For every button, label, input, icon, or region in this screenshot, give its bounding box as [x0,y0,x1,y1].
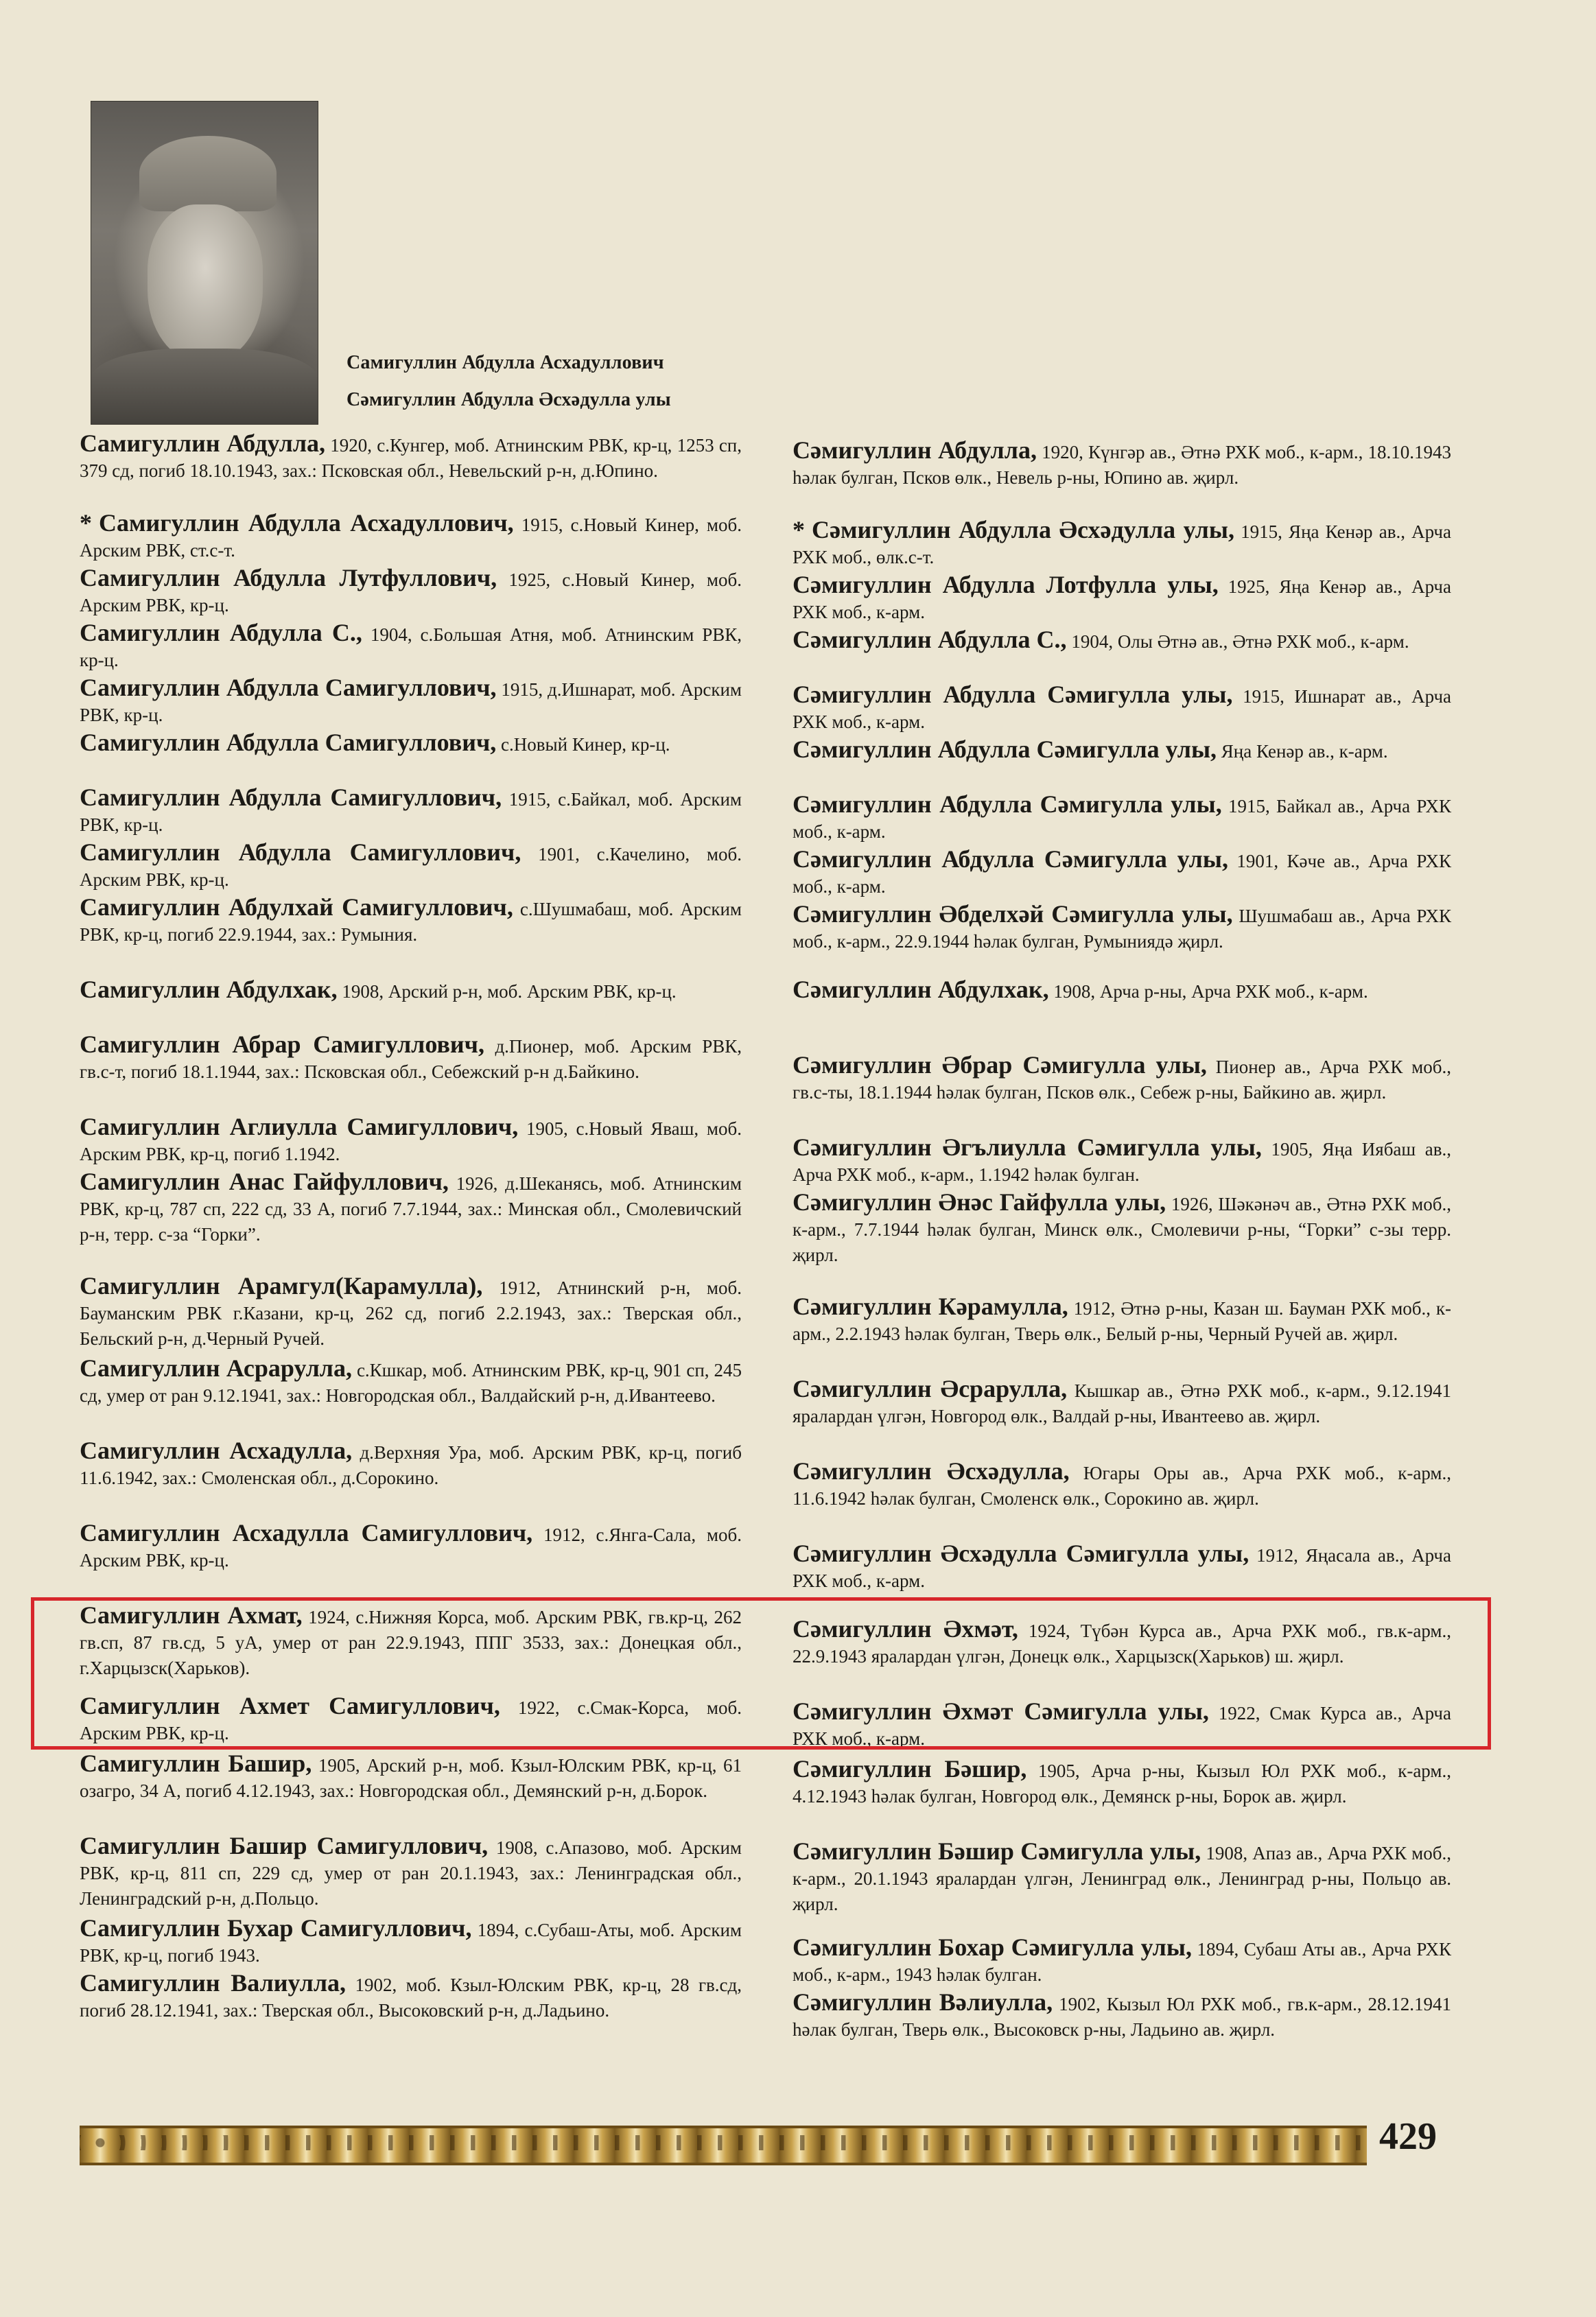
entry-13 [80,1169,742,1247]
entry-name: Самигуллин Бухар Самигуллович, [80,1914,472,1942]
entry-details: 1924, с.Нижняя Корса, моб. Арским РВК, гв.кр-ц, 262 гв.сп, 87 гв.сд, 5 уА, умер от ран 22.9.1943, ППГ 3533, зах.: Донецкая обл., г.Харцызск(Харьков). [80,1607,742,1678]
entry-name: Самигуллин Абдулла Самигуллович, [80,729,497,756]
entry-3 [793,572,1451,625]
entry-5 [80,675,742,728]
entry-12 [793,1135,1451,1188]
highlight-box [31,1597,1491,1750]
entry-7 [80,785,742,838]
entry-details: с.Кшкар, моб. Атнинским РВК, кр-ц, 901 сп, 245 сд, умер от ран 9.12.1941, зах.: Новгородская обл., Валдайский р-н, д.Ивантеево. [80,1360,742,1406]
entry-details: 1915, с.Новый Кинер, моб. Арским РВК, ст.с-т. [80,515,742,561]
entry-name: Самигуллин Абдулла, [80,430,326,457]
entry-details: 1908, с.Апазово, моб. Арским РВК, кр-ц, 811 сп, 229 сд, умер от ран 20.1.1943, зах.: Ленинградская обл., Ленинградский р-н, д.Польцо. [80,1837,742,1909]
entry-name: Самигуллин Абдулла Самигуллович, [80,674,497,701]
entry-marker: * [793,516,805,543]
entry-details: 1904, с.Большая Атня, моб. Атнинским РВК, кр-ц. [80,624,742,670]
entry-details: 1922, Смак Курса ав., Арча РХК моб., к-арм. [793,1703,1451,1749]
entry-name: Сәмигуллин Әбрар Сәмигулла улы, [793,1051,1207,1079]
entry-name: Сәмигуллин Әнәс Гайфулла улы, [793,1188,1166,1216]
entry-name: Самигуллин Валиулла, [80,1969,347,1997]
entry-name: Самигуллин Ахмат, [80,1601,303,1629]
entry-details: 1926, Шәкәнәч ав., Әтнә РХК моб., к-арм., 7.7.1944 һәлак булган, Минск өлк., Смолевичи р-ны, “Горки” с-зы терр. җирл. [793,1194,1452,1265]
entry-2 [793,517,1451,570]
entry-name: Сәмигуллин Вәлиулла, [793,1988,1053,2016]
entry-8 [80,840,742,893]
entry-name: Сәмигуллин Абдулла Сәмигулла улы, [793,736,1217,763]
entry-23 [793,1990,1451,2043]
ornament-border [80,2126,1367,2165]
entry-11 [80,1032,742,1085]
entry-details: 1905, Арча р-ны, Кызыл Юл РХК моб., к-арм., 4.12.1943 һәлак булган, Новгород өлк., Демянск р-ны, Борок ав. җирл. [793,1761,1451,1807]
entry-name: Самигуллин Абдулла Асхадуллович, [99,509,514,537]
entry-details: 1905, Арский р-н, моб. Кзыл-Юлским РВК, кр-ц, 61 озагро, 34 А, погиб 4.12.1943, зах.: Новгородская обл., Демянский р-н, д.Борок. [80,1755,742,1801]
entry-details: Шушмабаш ав., Арча РХК моб., к-арм., 22.9.1944 һәлак булган, Румыниядә җирл. [793,906,1451,952]
entry-7 [793,792,1451,845]
entry-details: 1902, Кызыл Юл РХК моб., гв.к-арм., 28.12.1941 һәлак булган, Тверь өлк., Высоковск р-ны, Ладьино ав. җирл. [793,1994,1452,2040]
entry-9 [80,895,742,948]
entry-3 [80,565,742,618]
entry-details: 1901, Кәче ав., Арча РХК моб., к-арм. [793,851,1451,897]
entry-15 [80,1356,742,1409]
entry-22 [80,1916,742,1968]
entry-14 [80,1273,742,1352]
entry-name: Самигуллин Башир, [80,1750,312,1777]
entry-name: Самигуллин Аглиулла Самигуллович, [80,1113,519,1140]
entry-details: 1912, Әтнә р-ны, Казан ш. Бауман РХК моб., к-арм., 2.2.1943 һәлак булган, Тверь өлк., Белый р-ны, Черный Ручей ав. җирл. [793,1298,1451,1344]
entry-10 [793,977,1451,1004]
entry-name: Сәмигуллин Абдулла Лотфулла улы, [793,571,1219,598]
entry-name: Сәмигуллин Абдулла Әсхәдулла улы, [812,516,1234,543]
entry-name: Сәмигуллин Кәрамулла, [793,1293,1068,1320]
entry-details: 1894, с.Субаш-Аты, моб. Арским РВК, кр-ц, погиб 1943. [80,1920,742,1966]
entry-name: Сәмигуллин Әсхәдулла, [793,1457,1070,1485]
entry-details: 1908, Апаз ав., Арча РХК моб., к-арм., 20.1.1943 яралардан үлгән, Ленинград өлк., Ленинград р-ны, Польцо ав. җирл. [793,1843,1452,1914]
entry-details: 1915, с.Байкал, моб. Арским РВК, кр-ц. [80,789,742,835]
entry-name: Сәмигуллин Бохар Сәмигулла улы, [793,1933,1192,1961]
entry-name: Самигуллин Ахмет Самигуллович, [80,1692,500,1719]
entry-name: Самигуллин Башир Самигуллович, [80,1832,489,1859]
entry-4 [80,620,742,673]
entry-name: Самигуллин Асрарулла, [80,1354,352,1382]
entry-name: Самигуллин Арамгул(Карамулла), [80,1272,483,1299]
entry-details: 1922, с.Смак-Корса, моб. Арским РВК, кр-ц. [80,1697,742,1743]
entry-name: Самигуллин Абдулхак, [80,976,338,1003]
entry-16 [80,1438,742,1491]
entry-details: 1908, Арский р-н, моб. Арским РВК, кр-ц. [337,981,677,1002]
entry-21 [80,1833,742,1912]
entry-6 [793,737,1451,764]
entry-details: 1915, Байкал ав., Арча РХК моб., к-арм. [793,796,1451,842]
entry-details: 1894, Субаш Аты ав., Арча РХК моб., к-арм., 1943 һәлак булган. [793,1939,1451,1985]
entry-details: д.Пионер, моб. Арским РВК, гв.с-т, погиб 18.1.1944, зах.: Псковская обл., Себежский р-н д.Байкино. [80,1036,742,1082]
entry-15 [793,1376,1451,1429]
entry-details: 1901, с.Качелино, моб. Арским РВК, кр-ц. [80,844,742,890]
entry-name: Сәмигуллин Бәшир Сәмигулла улы, [793,1837,1201,1865]
entry-details: Кышкар ав., Әтнә РХК моб., к-арм., 9.12.1941 яралардан үлгән, Новгород өлк., Валдай р-ны, Ивантеево ав. җирл. [793,1380,1451,1426]
portrait-shoulders [91,349,318,424]
entry-name: Сәмигуллин Абдулла Сәмигулла улы, [793,681,1233,708]
entry-name: Сәмигуллин Әсхәдулла Сәмигулла улы, [793,1540,1249,1567]
entry-17 [80,1520,742,1573]
entry-details: 1904, Олы Әтнә ав., Әтнә РХК моб., к-арм. [1066,631,1409,652]
entry-details: д.Верхняя Ура, моб. Арским РВК, кр-ц, погиб 11.6.1942, зах.: Смоленская обл., д.Сорокино. [80,1442,742,1488]
entry-name: Сәмигуллин Бәшир, [793,1755,1027,1783]
entry-details: 1908, Арча р-ны, Арча РХК моб., к-арм. [1048,981,1368,1002]
page-number: 429 [1379,2115,1437,2158]
portrait-face [148,204,263,362]
entry-details: 1920, с.Кунгер, моб. Атнинским РВК, кр-ц, 1253 сп, 379 сд, погиб 18.10.1943, зах.: Псковская обл., Невельский р-н, д.Юпино. [80,435,742,481]
entry-name: Сәмигуллин Әсрарулла, [793,1375,1068,1402]
entry-details: Яңа Кенәр ав., к-арм. [1217,741,1388,762]
portrait-caption [347,344,671,419]
caption-line-tatar: Сәмигуллин Абдулла Әсхәдулла улы [347,389,671,410]
entry-name: Сәмигуллин Әгълиулла Сәмигулла улы, [793,1133,1262,1161]
entry-name: Сәмигуллин Әхмәт, [793,1615,1018,1643]
entry-23 [80,1971,742,2023]
entry-name: Самигуллин Асхадулла, [80,1437,353,1464]
entry-22 [793,1935,1451,1988]
entry-name: Сәмигуллин Абдулла С., [793,626,1067,653]
entry-details: Югары Оры ав., Арча РХК моб., к-арм., 11.6.1942 һәлак булган, Смоленск өлк., Сорокино ав. җирл. [793,1463,1451,1509]
entry-name: Самигуллин Абрар Самигуллович, [80,1031,484,1058]
entry-details: 1925, Яңа Кенәр ав., Арча РХК моб., к-арм. [793,576,1451,622]
entry-17 [793,1541,1451,1594]
entry-details: 1925, с.Новый Кинер, моб. Арским РВК, кр-ц. [80,569,742,615]
entry-21 [793,1839,1451,1917]
entry-5 [793,682,1451,735]
entry-name: Сәмигуллин Абдулла Сәмигулла улы, [793,845,1228,873]
entry-20 [80,1751,742,1804]
entry-1 [793,438,1451,491]
entry-20 [793,1756,1451,1809]
entry-4 [793,627,1451,655]
entry-details: с.Новый Кинер, кр-ц. [496,734,670,755]
entry-13 [793,1190,1451,1268]
entry-6 [80,730,742,757]
entry-name: Самигуллин Асхадулла Самигуллович, [80,1519,533,1546]
entry-details: 1905, с.Новый Яваш, моб. Арским РВК, кр-ц, погиб 1.1942. [80,1118,742,1164]
entry-details: 1920, Күнгәр ав., Әтнә РХК моб., к-арм., 18.10.1943 һәлак булган, Псков өлк., Невель р-ны, Юпино ав. җирл. [793,442,1451,488]
entry-14 [793,1294,1451,1347]
entry-details: с.Шушмабаш, моб. Арским РВК, кр-ц, погиб 22.9.1944, зах.: Румыния. [80,899,742,945]
entry-10 [80,977,742,1004]
entry-name: Самигуллин Абдулхай Самигуллович, [80,893,513,921]
entry-details: 1912, Атнинский р-н, моб. Бауманским РВК г.Казани, кр-ц, 262 сд, погиб 2.2.1943, зах.: Тверская обл., Бельский р-н, д.Черный Ручей. [80,1278,742,1349]
entry-name: Сәмигуллин Абдулла, [793,436,1037,464]
entry-details: 1924, Түбән Курса ав., Арча РХК моб., гв.к-арм., 22.9.1943 яралардан үлгән, Донецк өлк., Харцызск(Харьков) ш. җирл. [793,1621,1451,1667]
entry-name: Сәмигуллин Абдулла Сәмигулла улы, [793,790,1222,818]
entry-details: Пионер ав., Арча РХК моб., гв.с-ты, 18.1.1944 һәлак булган, Псков өлк., Себеж р-ны, Байкино ав. җирл. [793,1057,1452,1103]
entry-12 [80,1114,742,1167]
entry-details: 1915, д.Ишнарат, моб. Арским РВК, кр-ц. [80,679,742,725]
entry-9 [793,902,1451,954]
entry-8 [793,847,1451,899]
entry-name: Самигуллин Абдулла Самигуллович, [80,838,521,866]
entry-details: 1915, Ишнарат ав., Арча РХК моб., к-арм. [793,686,1452,732]
entry-details: 1912, с.Янга-Сала, моб. Арским РВК, кр-ц. [80,1525,742,1571]
entry-name: Сәмигуллин Абдулхак, [793,976,1049,1003]
entry-name: Самигуллин Абдулла Самигуллович, [80,784,502,811]
entry-details: 1902, моб. Кзыл-Юлским РВК, кр-ц, 28 гв.сд, погиб 28.12.1941, зах.: Тверская обл., Высоковский р-н, д.Ладьино. [80,1975,742,2021]
portrait-cap [139,136,277,211]
entry-details: 1912, Яңасала ав., Арча РХК моб., к-арм. [793,1545,1451,1591]
portrait-photo [91,101,318,425]
entry-marker: * [80,509,92,537]
entry-name: Сәмигуллин Әхмәт Сәмигулла улы, [793,1697,1209,1725]
caption-line-russian: Самигуллин Абдулла Асхадуллович [347,352,664,373]
entry-details: 1915, Яңа Кенәр ав., Арча РХК моб., өлк.с-т. [793,521,1451,567]
entry-name: Сәмигуллин Әбделхәй Сәмигулла улы, [793,900,1233,928]
entry-2 [80,510,742,563]
entry-name: Самигуллин Анас Гайфуллович, [80,1168,449,1195]
entry-1 [80,431,742,484]
entry-details: 1926, д.Шеканясь, моб. Атнинским РВК, кр-ц, 787 сп, 222 сд, 33 А, погиб 7.7.1944, зах.: Минская обл., Смолевичский р-н, терр. с-за “Горки”. [80,1173,742,1245]
entry-11 [793,1052,1451,1105]
entry-details: 1905, Яңа Иябаш ав., Арча РХК моб., к-арм., 1.1942 һәлак булган. [793,1139,1452,1185]
entry-name: Самигуллин Абдулла С., [80,619,362,646]
entry-name: Самигуллин Абдулла Лутфуллович, [80,564,497,591]
entry-16 [793,1459,1451,1512]
